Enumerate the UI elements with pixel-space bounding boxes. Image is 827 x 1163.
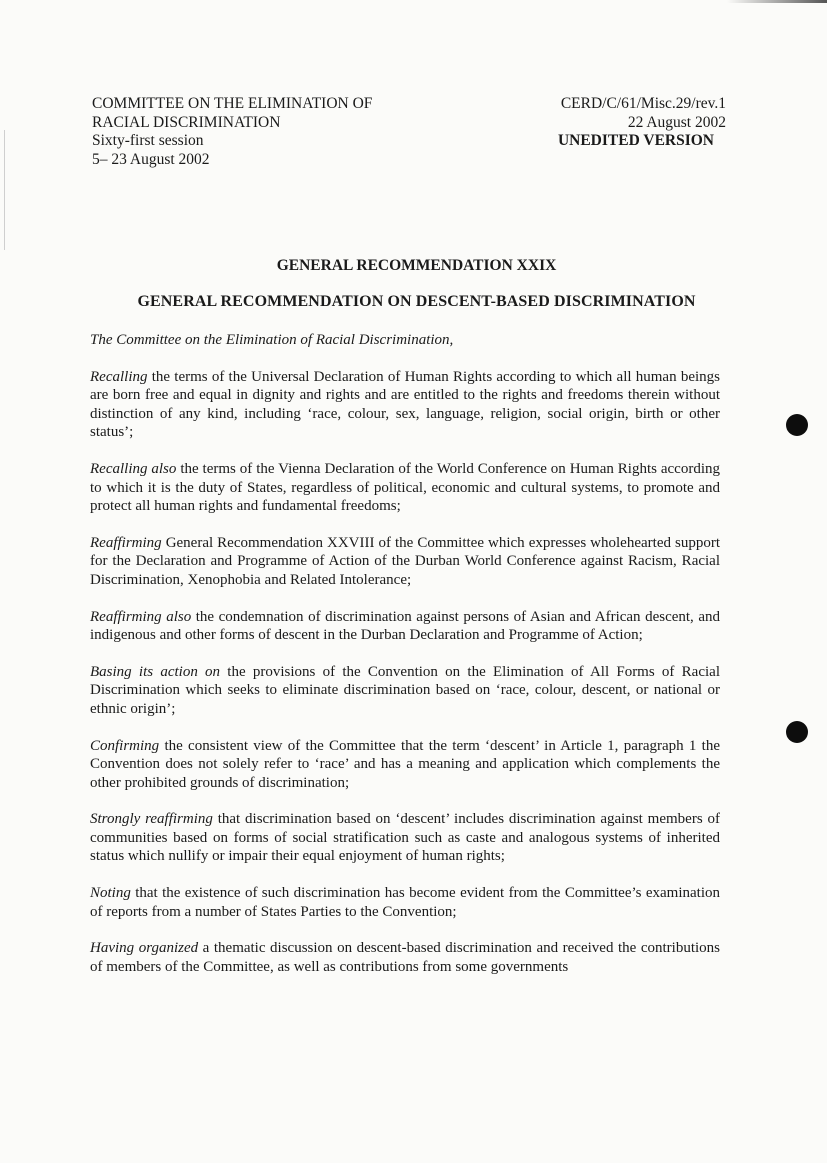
preamble-paragraph [90,460,720,516]
preamble-paragraph [90,884,720,921]
document-symbol: CERD/C/61/Misc.29/rev.1 [560,95,726,112]
preamble-paragraph [90,939,720,976]
version-status: UNEDITED VERSION [557,132,714,149]
preamble-paragraph [90,368,720,442]
paragraph-text: the provisions of the Convention on the Elimination of All Forms of Racial Discrimination which seeks to eliminate discrimination based on ‘race, colour, descent, or national or ethnic origin’; [90,663,720,717]
preamble-paragraph [90,737,720,793]
paragraph-lead: Recalling [90,368,148,385]
paragraph-text: that the existence of such discrimination has become evident from the Committee’s examination of reports from a number of States Parties to the Convention; [90,885,720,920]
paragraph-text: the condemnation of discrimination against persons of Asian and African descent, and indigenous and other forms of descent in the Durban Declaration and Programme of Action; [90,608,720,644]
preamble-paragraph [90,608,720,645]
paragraph-text: that discrimination based on ‘descent’ includes discrimination against members of communities based on forms of social stratification such as caste and analogous systems of inherited status which nullify or impair their equal enjoyment of human rights; [90,811,720,865]
preamble-paragraph [90,810,720,866]
recommendation-number-title: GENERAL RECOMMENDATION XXIX [276,257,557,274]
paragraph-text: the terms of the Universal Declaration of Human Rights according to which all human beings are born free and equal in dignity and rights and are entitled to the rights and freedoms therein without distinction of any kind, including ‘race, colour, sex, language, religion, social origin, birth or other status’; [90,368,720,441]
paragraph-lead: Reaffirming [90,534,162,551]
document-date: 22 August 2002 [627,113,726,131]
preamble-paragraph [90,331,720,350]
punch-hole-mark-bottom [786,721,808,743]
session-dates: 5– 23 August 2002 [92,150,210,168]
paragraph-text: the terms of the Vienna Declaration of the World Conference on Human Rights according to which it is the duty of States, regardless of political, economic and cultural systems, to promote and protect all human rights and fundamental freedoms; [90,460,720,515]
scan-edge-line [4,130,5,250]
session-label: Sixty-first session [92,132,204,149]
document-body [90,331,720,994]
preamble-paragraph [90,534,720,590]
paragraph-lead: The Committee on the Elimination of Racial Discrimination, [90,332,454,348]
paragraph-lead: Basing its action on [90,663,221,680]
punch-hole-mark-top [786,414,808,436]
recommendation-subject-title: GENERAL RECOMMENDATION ON DESCENT-BASED DISCRIMINATION [137,293,696,310]
paragraph-lead: Confirming [90,737,160,754]
paragraph-lead: Strongly reaffirming [90,811,213,828]
committee-header [92,95,372,169]
paragraph-lead: Reaffirming also [90,608,192,625]
preamble-paragraph [90,663,720,719]
document-meta [558,95,726,151]
paragraph-lead: Noting [90,885,131,902]
paragraph-text: the consistent view of the Committee that the term ‘descent’ in Article 1, paragraph 1 the Convention does not solely refer to ‘race’ and has a meaning and application which complements the other prohibited grounds of discrimination; [90,737,720,791]
scan-corner-mark [727,0,827,3]
paragraph-text: a thematic discussion on descent-based discrimination and received the contributions of members of the Committee, as well as contributions from some governments [90,940,720,975]
paragraph-text: General Recommendation XXVIII of the Committee which expresses wholehearted support for the Declaration and Programme of Action of the Durban World Conference against Racism, Racial Discrimination, Xenophobia and Related Intolerance; [90,534,720,588]
paragraph-lead: Having organized [90,940,199,957]
committee-name-line-2: RACIAL DISCRIMINATION [92,113,281,131]
paragraph-lead: Recalling also [90,460,177,477]
committee-name-line-1: COMMITTEE ON THE ELIMINATION OF [92,95,373,112]
